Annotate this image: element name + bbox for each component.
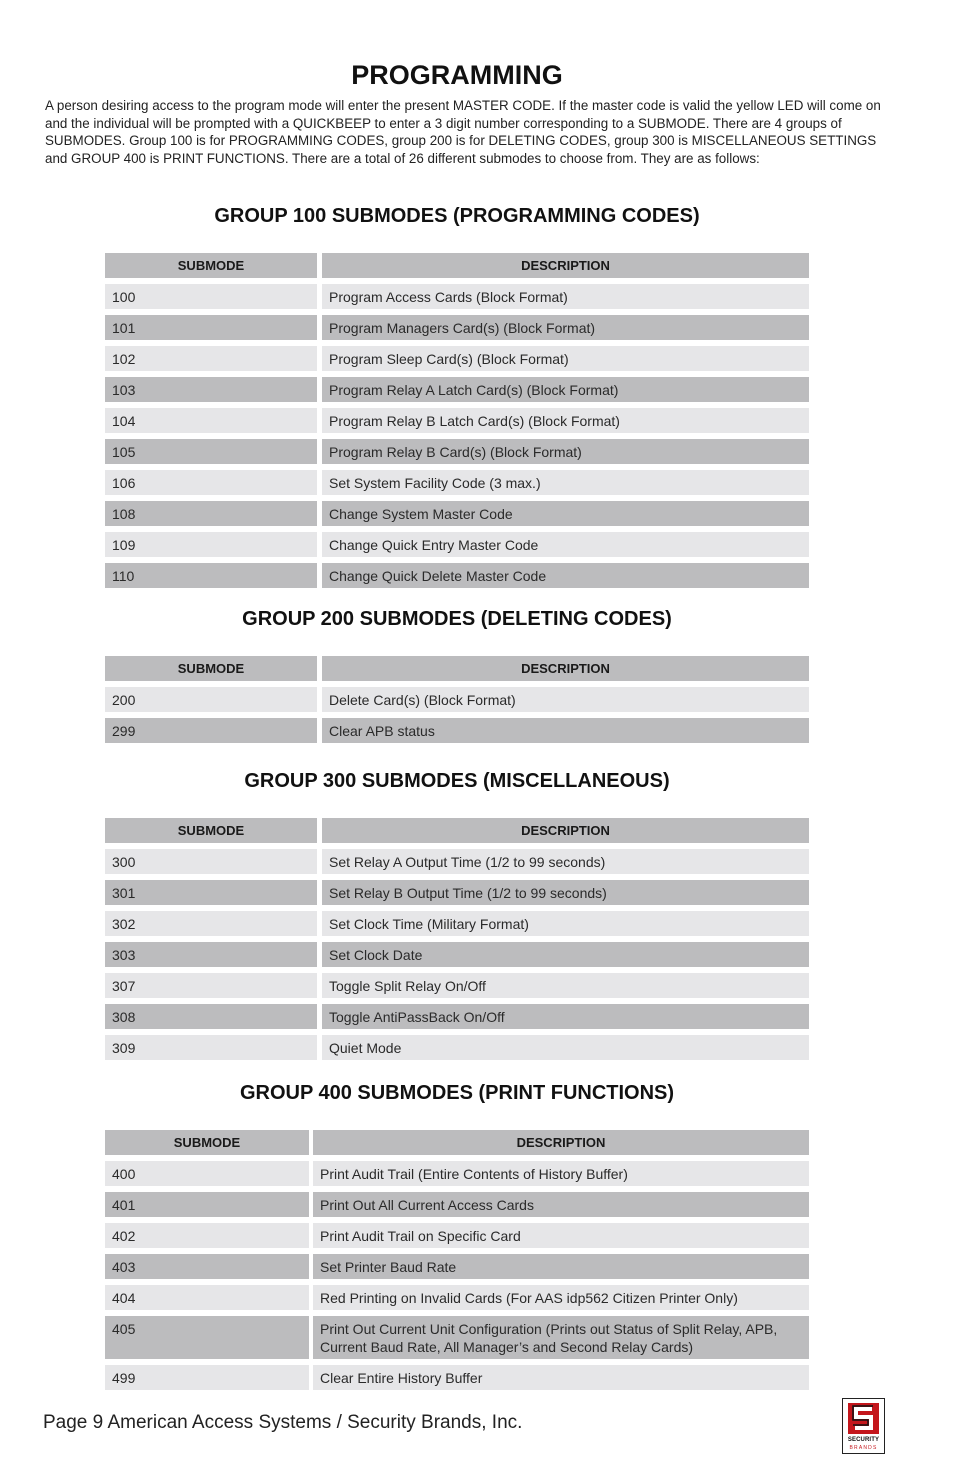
group-400-title: GROUP 400 SUBMODES (PRINT FUNCTIONS) <box>239 1082 675 1104</box>
submode-description: Toggle AntiPassBack On/Off <box>322 1004 809 1029</box>
logo-text-brands: BRANDS <box>849 1445 878 1451</box>
submode-code: 499 <box>105 1365 309 1390</box>
submode-code: 110 <box>105 563 317 588</box>
submode-code: 400 <box>105 1161 309 1186</box>
submode-header: SUBMODE <box>105 818 317 843</box>
submode-description: Red Printing on Invalid Cards (For AAS idp562 Citizen Printer Only) <box>313 1285 809 1310</box>
submode-code: 101 <box>105 315 317 340</box>
group-100-table <box>105 253 809 594</box>
table-header <box>105 818 809 843</box>
submode-code: 200 <box>105 687 317 712</box>
group-200-table <box>105 656 809 749</box>
page-footer: Page 9 American Access Systems / Security Brands, Inc. <box>43 1412 523 1433</box>
table-row <box>105 563 809 588</box>
submode-code: 103 <box>105 377 317 402</box>
submode-description: Change Quick Entry Master Code <box>322 532 809 557</box>
submode-description: Set Relay A Output Time (1/2 to 99 seconds) <box>322 849 809 874</box>
submode-description: Print Audit Trail on Specific Card <box>313 1223 809 1248</box>
submode-code: 299 <box>105 718 317 743</box>
description-header: DESCRIPTION <box>322 253 809 278</box>
submode-code: 106 <box>105 470 317 495</box>
submode-description: Set Clock Date <box>322 942 809 967</box>
table-row <box>105 1161 809 1186</box>
table-row <box>105 687 809 712</box>
table-row <box>105 942 809 967</box>
table-header <box>105 253 809 278</box>
table-row <box>105 1223 809 1248</box>
table-row <box>105 532 809 557</box>
table-row <box>105 973 809 998</box>
table-row <box>105 439 809 464</box>
submode-description: Program Managers Card(s) (Block Format) <box>322 315 809 340</box>
submode-code: 104 <box>105 408 317 433</box>
table-header <box>105 656 809 681</box>
submode-description: Clear Entire History Buffer <box>313 1365 809 1390</box>
table-row <box>105 1254 809 1279</box>
submode-description: Program Access Cards (Block Format) <box>322 284 809 309</box>
submode-code: 301 <box>105 880 317 905</box>
submode-header: SUBMODE <box>105 1130 309 1155</box>
submode-code: 108 <box>105 501 317 526</box>
submode-header: SUBMODE <box>105 656 317 681</box>
table-row <box>105 1035 809 1060</box>
group-100-title: GROUP 100 SUBMODES (PROGRAMMING CODES) <box>214 205 700 227</box>
submode-code: 300 <box>105 849 317 874</box>
table-row <box>105 1285 809 1310</box>
table-row <box>105 1316 809 1359</box>
submode-code: 307 <box>105 973 317 998</box>
table-row <box>105 1192 809 1217</box>
description-header: DESCRIPTION <box>322 656 809 681</box>
table-row <box>105 718 809 743</box>
submode-code: 109 <box>105 532 317 557</box>
table-row <box>105 377 809 402</box>
table-header <box>105 1130 809 1155</box>
logo-text-security: SECURITY <box>847 1437 880 1443</box>
table-row <box>105 1004 809 1029</box>
submode-description: Print Out All Current Access Cards <box>313 1192 809 1217</box>
submode-description: Program Relay B Latch Card(s) (Block Format) <box>322 408 809 433</box>
table-row <box>105 346 809 371</box>
table-row <box>105 1365 809 1390</box>
table-row <box>105 470 809 495</box>
submode-code: 402 <box>105 1223 309 1248</box>
submode-description: Toggle Split Relay On/Off <box>322 973 809 998</box>
submode-description: Print Audit Trail (Entire Contents of History Buffer) <box>313 1161 809 1186</box>
group-300-title: GROUP 300 SUBMODES (MISCELLANEOUS) <box>244 770 670 792</box>
submode-description: Program Sleep Card(s) (Block Format) <box>322 346 809 371</box>
submode-code: 102 <box>105 346 317 371</box>
group-300-table <box>105 818 809 1066</box>
submode-code: 303 <box>105 942 317 967</box>
shield-s-icon <box>847 1402 880 1435</box>
submode-code: 105 <box>105 439 317 464</box>
submode-code: 308 <box>105 1004 317 1029</box>
table-row <box>105 284 809 309</box>
table-row <box>105 911 809 936</box>
submode-description: Change Quick Delete Master Code <box>322 563 809 588</box>
submode-code: 309 <box>105 1035 317 1060</box>
submode-code: 401 <box>105 1192 309 1217</box>
submode-description: Print Out Current Unit Configuration (Prints out Status of Split Relay, APB, Current Baud Rate, All Manager’s and Second Relay Cards) <box>313 1316 809 1359</box>
submode-description: Quiet Mode <box>322 1035 809 1060</box>
submode-description: Change System Master Code <box>322 501 809 526</box>
submode-description: Program Relay B Card(s) (Block Format) <box>322 439 809 464</box>
page-title: PROGRAMMING <box>351 60 563 90</box>
group-400-table <box>105 1130 809 1396</box>
submode-code: 404 <box>105 1285 309 1310</box>
submode-description: Clear APB status <box>322 718 809 743</box>
group-200-title: GROUP 200 SUBMODES (DELETING CODES) <box>242 608 672 630</box>
submode-description: Set System Facility Code (3 max.) <box>322 470 809 495</box>
table-row <box>105 408 809 433</box>
submode-description: Set Relay B Output Time (1/2 to 99 seconds) <box>322 880 809 905</box>
submode-code: 302 <box>105 911 317 936</box>
table-row <box>105 315 809 340</box>
submode-description: Program Relay A Latch Card(s) (Block Format) <box>322 377 809 402</box>
intro-paragraph: A person desiring access to the program mode will enter the present MASTER CODE. If the master code is valid the yellow LED will come on and the individual will be prompted with a QUICKBEEP to enter a 3 digit number corresponding to a SUBMODE. There are 4 groups of SUBMODES. Group 100 is for PROGRAMMING CODES, group 200 is for DELETING CODES, group 300 is MISCELLANEOUS SETTINGS and GROUP 400 is PRINT FUNCTIONS. There are a total of 26 different submodes to choose from. They are as follows: <box>45 98 881 166</box>
submode-code: 403 <box>105 1254 309 1279</box>
table-row <box>105 501 809 526</box>
description-header: DESCRIPTION <box>313 1130 809 1155</box>
table-row <box>105 849 809 874</box>
submode-code: 405 <box>105 1316 309 1359</box>
submode-description: Delete Card(s) (Block Format) <box>322 687 809 712</box>
table-row <box>105 880 809 905</box>
description-header: DESCRIPTION <box>322 818 809 843</box>
security-brands-logo <box>842 1398 885 1454</box>
submode-description: Set Printer Baud Rate <box>313 1254 809 1279</box>
submode-header: SUBMODE <box>105 253 317 278</box>
submode-code: 100 <box>105 284 317 309</box>
submode-description: Set Clock Time (Military Format) <box>322 911 809 936</box>
